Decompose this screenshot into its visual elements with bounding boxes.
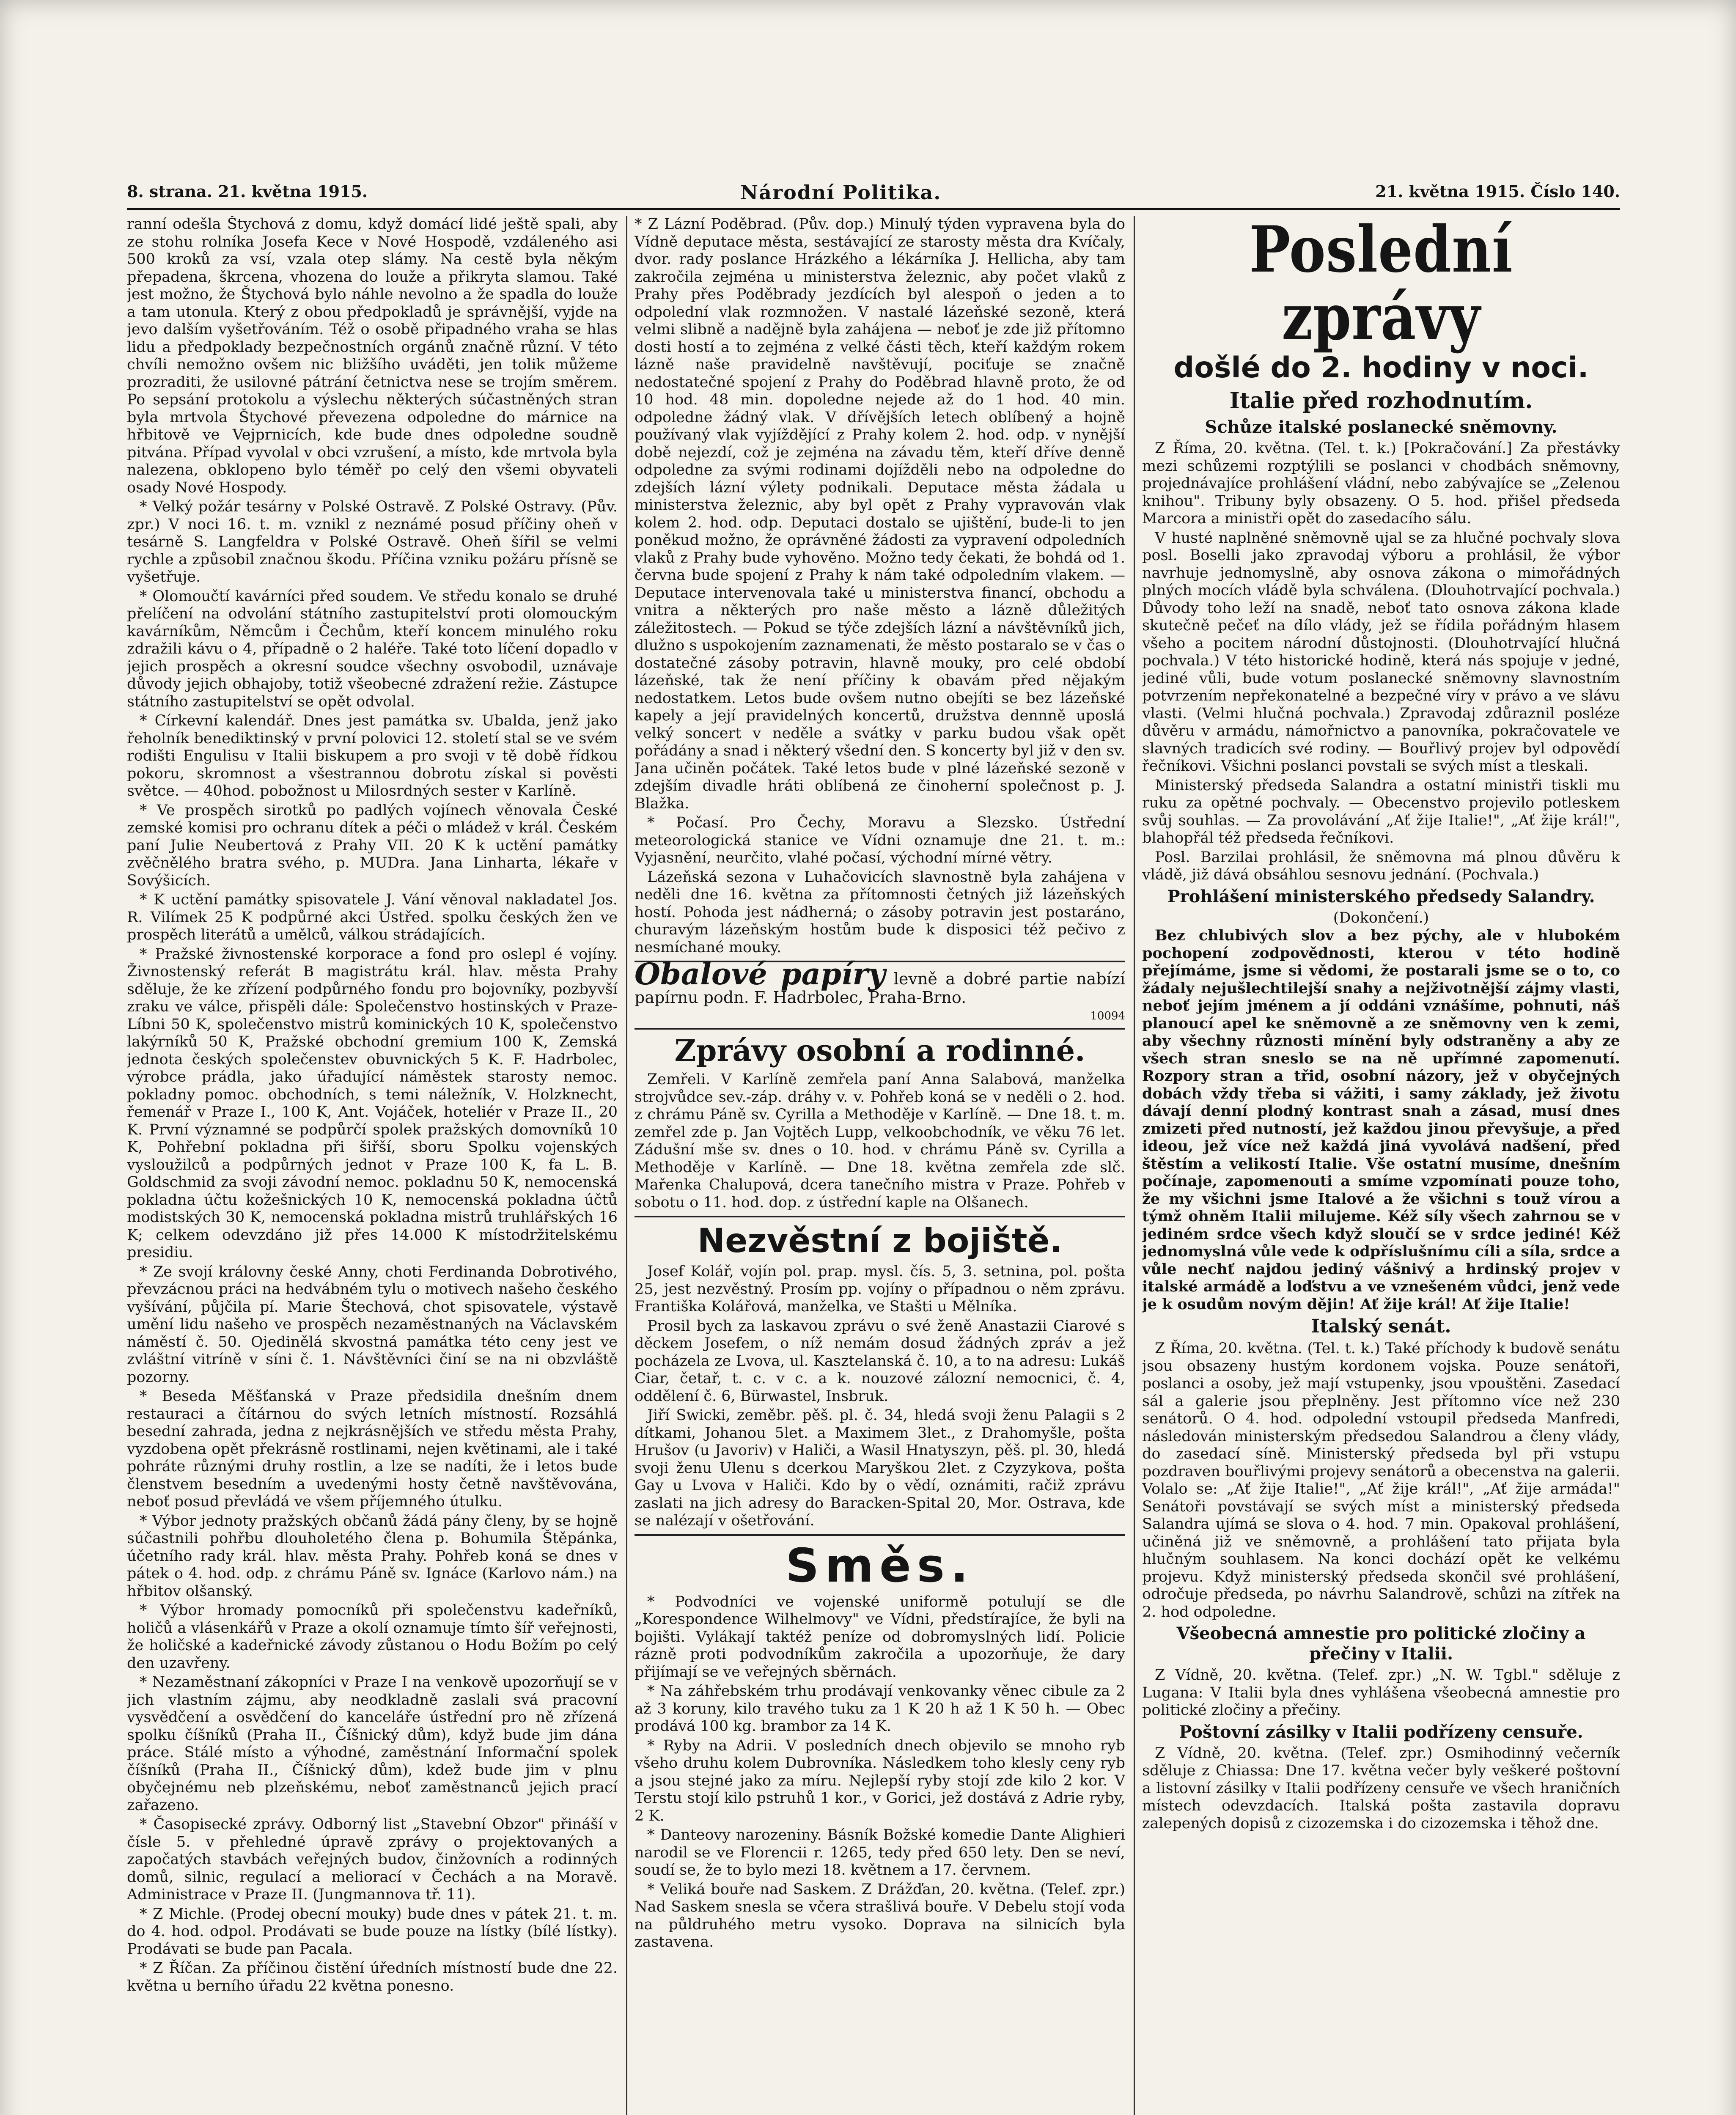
headline-chamber: Schůze italské poslanecké sněmovny. (1205, 417, 1557, 437)
article-paragraph: * Časopisecké zprávy. Odborný list „Stavební Obzor" přináší v čísle 5. v přehledné úpravě zprávy o projektovaných a započatých stavbách veřejných budov, činžovních a rodinných domů, silnic, regulací a meliorací v Čechách a na Moravě. Administrace v Praze II. (Jungmannova tř. 11). (127, 1816, 618, 1903)
article-paragraph: * Z Říčan. Za příčinou čistění úředních místností bude dne 22. května u berního úřadu 22 května ponesno. (127, 1960, 618, 1994)
article-paragraph: Bez chlubivých slov a bez pýchy, ale v hlubokém pochopení zodpovědnosti, kterou v této hodině přejímáme, jsme si vědomi, že postarali jsme se o to, co žádaly nejušlechtilejší snahy a nejživotnější zájmy vlasti, neboť jejím jménem a jí oddáni vznášíme, pohnuti, náš planoucí apel ke sněmovně a ze sněmovny ven k zemi, aby všechny různosti mínění byly odstraněny a aby ze všech stran sneslo se na ně upřímné zapomenutí. Rozpory stran a třid, osobní názory, jež v obyčejných dobách vždy třeba si vážiti, i samy základy, jež životu dávají denní plodný kontrast snah a zásad, musí dnes zmizeti před nutností, jež každou jinou převyšuje, a před ideou, jež více než každá jiná vyvolává nadšení, před štěstím a velikostí Italie. Vše ostatní musíme, dnešním počínaje, zapomenouti a smíme vzpomínati pouze toho, že my všichni jsme Italové a že všichni s touž vírou a týmž ohněm Italii milujeme. Kéž síly všech zahrnou se v jediném srdce všech když sloučí se v srdce jediné! Kéž jednomyslná vůle vede k odpříslušnímu cíli a síla, srdce a vůle nechť najdou jediný vášnivý a hrdinský projev v italské armádě a loďstvu a ve vznešeném vůdci, jenž vede je k osudům novým dějin! Ať žije král! Ať žije Italie! (1142, 927, 1620, 1313)
article-paragraph: * Veliká bouře nad Saskem. Z Drážďan, 20. května. (Telef. zpr.) Nad Saskem snesla se včera strašlivá bouře. V Debelu stojí voda na půldruhého metru vysoko. Doprava na silnicích byla zastavena. (635, 1881, 1125, 1950)
article-paragraph: * Výbor jednoty pražských občanů žádá pány členy, by se hojně súčastnili pohřbu dlouholetého člena p. Bohumila Štěpánka, účetního rady král. hlav. města Prahy. Pohřeb koná se dnes v pátek o 4. hod. odp. z chrámu Páně sv. Ignáce (Karlovo nám.) na hřbitov olšanský. (127, 1512, 618, 1600)
latest-news-title: Poslední zprávy (1249, 216, 1513, 354)
column-3 (1142, 216, 1620, 2115)
section-title-missing: Nezvěstní z bojiště. (697, 1222, 1063, 1260)
article-paragraph: * Počasí. Pro Čechy, Moravu a Slezsko. Ústřední meteorologická stanice ve Vídni oznamuje dne 21. t. m.: Vyjasnění, neurčito, vlahé počasí, východní mírné větry. (635, 814, 1125, 866)
article-paragraph: * Výbor hromady pomocníků při společenstvu kadeřníků, holičů a vlásenkářů v Praze a okolí oznamuje tímto šíř veřejnosti, že holičské a kadeřnické závody zůstanou o Hodu Božím po celý den uzavřeny. (127, 1602, 618, 1672)
header-rule (127, 208, 1620, 210)
article-paragraph: * Z Lázní Poděbrad. (Pův. dop.) Minulý týden vypravena byla do Vídně deputace města, sestávající ze starosty města dra Kvíčaly, dvor. rady poslance Hrázkého a lékárníka J. Hellicha, aby tam zakročila zejména u ministerstva železnic, aby počet vlaků z Prahy přes Poděbrady jezdících byl alespoň o jeden a to odpolední vlak rozmnožen. V nastalé lázeňské sezoně, která velmi slibně a nadějně byla zahájena — neboť je zde již přítomno dosti hostí a to zejména z velké části těch, kteří každým rokem lázně naše pravidelně navštěvují, pociťuje se značně nedostatečné spojení z Prahy do Poděbrad hlavně proto, že od 10 hod. 48 min. dopoledne nejede až do 1 hod. 40 min. odpoledne žádný vlak. V dřívějších letech oblíbený a hojně používaný vlak vyjíždějící z Prahy kolem 2. hod. odp. v nynější době nejezdí, což je zejména na závadu těm, kteří dříve denně odpoledne za svými rodinami dojížděli nebo na odpoledne do zdejších lázní výlety podnikali. Deputace města žádala u ministerstva železnic, aby byl opět z Prahy vypravován vlak kolem 2. hod. odp. Deputaci dostalo se ujištění, bude-li to jen poněkud možno, že oprávněné žádosti za vypravení odpoledních vlaků z Prahy bude vyhověno. Možno tedy čekati, že bohdá od 1. června bude spojení z Prahy k nám také odpoledním vlakem. — Deputace intervenovala také u ministerstva financí, obchodu a vnitra a některých pro naše město a lázně důležitých záležitostech. — Pokud se týče zdejších lázní a návštěvníků jich, dlužno s uspokojením zaznamenati, že město postaralo se v čas o dostatečné zásoby potravin, hlavně mouky, pro celé období lázeňské, tak že není příčiny k obavám před nějakým nedostatkem. Letos bude ovšem nutno obejíti se bez lázeňské kapely a její pravidelných koncertů, družstva dennně uposlá velký soncert v neděle a svátky v parku budou však opět pořádány a snad i některý všední den. S koncerty byl již v den sv. Jana učiněn počátek. Také letos bude v plné lázeňské sezoně v zdejším divadle hráti oblíbená ze činoherní společnost p. J. Blažka. (635, 216, 1125, 812)
column-2 (635, 216, 1125, 2115)
article-paragraph: * Z Michle. (Prodej obecní mouky) bude dnes v pátek 21. t. m. do 4. hod. odpol. Prodávati se bude pouze na lístky (bílé lístky). Prodávati se bude pan Pacala. (127, 1905, 618, 1958)
masthead: Národní Politika. (740, 181, 942, 204)
article-paragraph: * K uctění památky spisovatele J. Vání věnoval nakladatel Jos. R. Vilímek 25 K podpůrné akci Ústřed. spolku českých žen ve prospěch literátů a umělců, válkou strádajících. (127, 891, 618, 943)
column-divider (1134, 216, 1135, 2115)
article-paragraph: * Ze svojí královny české Anny, choti Ferdinanda Dobrotivého, převzácnou práci na hedvábném tylu o motivech našeho českého vyšívání, půjčila pí. Marie Štechová, chot spisovatele, výstavě umění lidu našeho ve prospěch nezaměstnaných na Václavském náměstí č. 50. Ojedinělá skvostná památka této ceny jest ve zvláštní vitríně v síni č. 1. Návštěvníci činí se na ni obzvláště pozorny. (127, 1263, 618, 1386)
column-divider (626, 216, 627, 2115)
article-paragraph: ranní odešla Štychová z domu, když domácí lidé ještě spali, aby ze stohu rolníka Josefa Kece v Nové Hospodě, vzdáleného asi 500 kroků za vsí, vzala otep slámy. Na cestě byla někým přepadena, škrcena, vhozena do louže a přikryta slamou. Také jest možno, že Štychová bylo náhle nevolno a že spadla do louže a tam utonula. Který z obou předpokladů je správnější, vyjde na jevo dalším vyšetřováním. Též o osobě připadného vraha se hlas lidu a předpoklady bezpečnostních orgánů značně různí. V této chvíli nemožno ovšem nic bližšího uváděti, jen tolik můžeme prozraditi, že usilovné pátrání četnictva nese se trojím směrem. Po sepsání protokolu a výslechu některých súčastněných stran byla mrtvola Štychové převezena odpoledne do márnice na hřbitově ve Vejprnicích, kde bude dnes odpoledne soudně pitvána. Případ vyvolal v obci vzrušení, a místo, kde mrtvola byla nalezena, obklopeno bylo téměř po celý den všemi obyvateli osady Nové Hospody. (127, 216, 618, 496)
headline-amnesty: Všeobecná amnestie pro politické zločiny a přečiny v Italii. (1176, 1623, 1586, 1664)
article-paragraph: * Církevní kalendář. Dnes jest památka sv. Ubalda, jenž jako řeholník benediktinský v první polovici 12. století stal se ve svém rodišti Engulisu v Italii biskupem a pro svoji v tě době řídkou pokoru, skromnost a všestrannou dobrotu získal si pověsti světce. — 40hod. pobožnost u Milosrdných sester v Karlíně. (127, 712, 618, 799)
section-rule (635, 1216, 1125, 1217)
section-title-personal: Zprávy osobní a rodinné. (674, 1033, 1085, 1068)
header-page-date: 8. strana. 21. května 1915. (127, 182, 368, 201)
article-paragraph: Prosil bych za laskavou zprávu o své ženě Anastazii Ciarové s děckem Josefem, o níž nemám dosud žádných zpráv a jež pocházela ze Lvova, ul. Kasztelanská č. 10, a to na adresu: Lukáš Ciar, četař, t. c. v c. a k. nouzové zálozní nemocnici, č. 4, oddělení č. 6, Bürwastel, Insbruk. (635, 1317, 1125, 1405)
latest-news-subtitle: došlé do 2. hodiny v noci. (1173, 351, 1589, 385)
headline-salandra: Prohlášení ministerského předsedy Salandry. (1167, 886, 1595, 906)
article-paragraph: * Danteovy narozeniny. Básník Božské komedie Dante Alighieri narodil se ve Florencii r. 1265, tedy před 650 lety. Den se neví, soudí se, že to bylo mezi 18. květnem a 17. červnem. (635, 1827, 1125, 1879)
section-title-mixed: Směs. (786, 1538, 974, 1593)
article-paragraph: * Na záhřebském trhu prodávají venkovanky věnec cibule za 2 až 3 koruny, kilo travého tuku za 1 K 20 h až 1 K 50 h. — Obec prodává 100 kg. brambor za 14 K. (635, 1683, 1125, 1735)
ad-text: levně a dobré partie nabízí papírnu podn. F. Hadrbolec, Praha-Brno. (635, 970, 1125, 1007)
article-paragraph: Z Říma, 20. května. (Tel. t. k.) Také příchody k budově senátu jsou obsazeny hustým kordonem vojska. Pouze senátoři, poslanci a osoby, jež mají vstupenky, jsou vpouštěni. Zasedací sál a galerie jsou přeplněny. Jest přítomno více než 230 senátorů. O 4. hod. odpolední vstoupil předseda Manfredi, následován ministerským předsedou Salandrou a členy vlády, do zasedací síně. Ministerský předseda byl při vstupu pozdraven bouřlivými projevy senátorů a obecenstva na galerii. Volalo se: „Ať žije Italie!", „Ať žije král!", „Ať žije armáda!" Senátoři povstávají se svých míst a ministerský předseda Salandra ujímá se slova o 4. hod. 7 min. Opakoval prohlášení, učiněná již ve sněmovně, a prohlášení tato přijata byla hlučným souhlasem. Na konci dochází opět ke velkému projevu. Když ministerský předseda skončil své prohlášení, odročuje předseda, po návrhu Salandrově, schůzi na zítřek na 2. hod odpoledne. (1142, 1340, 1620, 1621)
article-paragraph: * Podvodníci ve vojenské uniformě potulují se dle „Korespondence Wilhelmovy" ve Vídni, předstírajíce, že byli na bojišti. Vylákají taktéž peníze od dobromyslných lidí. Policie rázně proti podvodníkům zakročila a upozorňuje, že dary přijímají se ve veřejných sběrnách. (635, 1593, 1125, 1681)
article-paragraph: Lázeňská sezona v Luhačovicích slavnostně byla zahájena v neděli dne 16. května za přítomnosti četných již lázeňských hostí. Pohoda jest nádherná; o zásoby potravin jest postaráno, churavým lázeňským hostům bude k disposici též pečivo z nesmíchané mouky. (635, 868, 1125, 956)
article-paragraph: * Velký požár tesárny v Polské Ostravě. Z Polské Ostravy. (Pův. zpr.) V noci 16. t. m. vznikl z neznámé posud příčiny oheň v tesárně S. Langfeldra v Polské Ostravě. Oheň šířil se velmi rychle a způsobil značnou škodu. Příčina vzniku požáru přísně se vyšetřuje. (127, 498, 618, 585)
advertisement (635, 956, 1125, 1030)
article-paragraph: V husté naplněné sněmovně ujal se za hlučné pochvaly slova posl. Boselli jako zpravodaj výboru a prohlásil, že výbor navrhuje jednomyslně, aby osnova zákona o mimořádných plných mocích vládě byla schválena. (Dlouhotrvající pochvala.) Důvody toho leží na snadě, neboť tato osnova zákona klade skutečně pečeť na dílo vlády, jež se řídila pořádným hlasem všeho a pocitem národní důstojnosti. (Dlouhotrvající hlučná pochvala.) V této historické hodině, která nás spojuje v jedné, jediné vůli, bude votum poslanecké sněmovny slavnostním potvrzením nepřekonatelné a bezpečné víry v právo a ve slávu vlasti. (Velmi hlučná pochvala.) Zpravodaj zdůraznil posléze důvěru v armádu, námořnictvo a panovníka, pokračovatele ve slavných tradicích své rodiny. — Bouřlivý projev byl odpovědí řečníkovi. Všichni poslanci povstali se svých míst a tleskali. (1142, 529, 1620, 775)
headline-italy: Italie před rozhodnutím. (1229, 388, 1533, 414)
headline-senate: Italský senát. (1311, 1316, 1451, 1337)
article-paragraph: Ministerský předseda Salandra a ostatní ministři tiskli mu ruku za opětné pochvaly. — Obecenstvo projevilo potleskem svůj souhlas. — Za provolávání „Ať žije Italie!", „Ať žije král!", blahopřál též předseda řečníkovi. (1142, 777, 1620, 846)
article-paragraph: * Ryby na Adrii. V posledních dnech objevilo se mnoho ryb všeho druhu kolem Dubrovníka. Následkem toho klesly ceny ryb a jsou stejné jako za míru. Nejlepší ryby stojí zde kilo 2 kor. V Terstu stojí kilo pstruhů 1 kor., v Gorici, jež dostává z Adrie ryby, 2 K. (635, 1737, 1125, 1824)
article-paragraph: * Beseda Měšťanská v Praze předsidila dnešním dnem restauraci a čítárnou do svých letních místností. Rozsáhlá besední zahrada, jedna z nejkrásnějších ve středu města Prahy, vyzdobena opět překrásně rostlinami, nejen květinami, ale i také pohráte různými druhy rostlin, a lze se nadíti, že i letos bude členstvem besedním a uvedenými hosty četně navštěvována, neboť posud převládá ve všem příjemného útulku. (127, 1388, 618, 1510)
article-paragraph: Jiří Swicki, zeměbr. pěš. pl. č. 34, hledá svoji ženu Palagii s 2 dítkami, Johanou 5let. a Maximem 3let., z Drahomyšle, pošta Hrušov (u Javoriv) v Haliči, a Wasil Hnatyszyn, pěš. pl. 30, hledá svoji ženu Ulenu s dcerkou Maryškou 2let. z Czyzykova, pošta Gay u Lvova v Haliči. Kdo by o vědí, oznámiti, račiž zprávu zaslati na jich adresy do Baracken-Spital 20, Mor. Ostrava, kde se nalézají v ošetřování. (635, 1407, 1125, 1529)
ad-logo: Obalové papíry (635, 956, 886, 992)
article-paragraph: Zemřeli. V Karlíně zemřela paní Anna Salabová, manželka strojvůdce sev.-záp. dráhy v. v. Pohřeb koná se v neděli o 2. hod. z chrámu Páně sv. Cyrilla a Methoděje v Karlíně. — Dne 18. t. m. zemřel zde p. Jan Vojtěch Lupp, velkoobchodník, ve věku 76 let. Zádušní mše sv. dnes o 10. hod. v chrámu Páně sv. Cyrilla a Methoděje v Karlíně. — Dne 18. května zemřela zde slč. Mařenka Chalupová, dcera tanečního mistra v Praze. Pohřeb v sobotu o 11. hod. dop. z ústřední kaple na Olšanech. (635, 1071, 1125, 1211)
article-paragraph: * Pražské živnostenské korporace a fond pro oslepl é vojíny. Živnostenský referát B magistrátu král. hlav. města Prahy sděluje, že ke zřízení podpůrného fondu pro bojovníky, pozbyvší zraku ve válce, přispěli dále: Společenstvo hostinských v Praze-Líbni 50 K, společenstvo mistrů kominických 10 K, společenstvo lakýrníků 50 K, Pražské obchodní gremium 100 K, Zemská jednota českých společenstev obuvnických 5 K. F. Hadrbolec, výrobce prádla, jako úřadující náměstek starosty nemoc. pokladny pomoc. obchodních, s temi náležník, V. Holzknecht, řemenář v Praze I., 100 K, Ant. Vojáček, hoteliér v Praze II., 20 K. První významné se podpůrčí spolek pražských domovníků 10 K, Pohřební pokladna při šiřší, sboru Spolku vojenských vysloužilců a podpůrných jednot v Praze 100 K, fa L. B. Goldschmid za svoji závodní nemoc. pokladnu 50 K, nemocenská pokladna účtu kožešnických 10 K, nemocenská pokladna účtů modistských 30 K, nemocenská pokladna mistrů truhlářských 16 K; celkem odevzdáno již přes 14.000 K místodržitelskému presidiu. (127, 945, 618, 1261)
section-rule (635, 1534, 1125, 1536)
headline-censorship: Poštovní zásilky v Italii podřízeny censuře. (1179, 1722, 1583, 1742)
article-paragraph: Z Říma, 20. května. (Tel. t. k.) [Pokračování.] Za přestávky mezi schůzemi rozptýlili se poslanci v chodbách sněmovny, projednávajíce prohlášení vládní, nebo zabývajíce se „Zelenou knihou". Tribuny byly obsazeny. O 5. hod. přišel předseda Marcora a ministři opět do zasedacího sálu. (1142, 440, 1620, 527)
column-1 (127, 216, 618, 2115)
article-paragraph: * Olomoučtí kavárníci před soudem. Ve středu konalo se druhé přelíčení na odvolání státního zastupitelství proti olomouckým kavárníkům, Němcům i Čechům, kteří koncem minulého roku zdražili kávu o 4, případně o 2 haléře. Také toto líčení dopadlo v jejich prospěch a okresní soudce všechny osvobodil, uznávaje důvody jejich obhajoby, totiž všeobecné zdražení režie. Zástupce státního zastupitelství se opět odvolal. (127, 588, 618, 710)
article-paragraph: Z Vídně, 20. května. (Telef. zpr.) Osmihodinný večerník sděluje z Chiassa: Dne 17. května večer byly veškeré poštovní a listovní zásilky v Italii podřízeny censuře ve všech hraničních místech odevzdacích. Italská pošta zastavila dopravu zalepených dopisů z cizozemska i do cizozemska i těhož dne. (1142, 1744, 1620, 1832)
article-paragraph: Josef Kolář, vojín pol. prap. mysl. čís. 5, 3. setnina, pol. pošta 25, jest nezvěstný. Prosím pp. vojíny o případnou o něm zprávu. Františka Kolářová, manželka, ve Stašti u Mělníka. (635, 1263, 1125, 1315)
article-paragraph: Z Vídně, 20. května. (Telef. zpr.) „N. W. Tgbl." sděluje z Lugana: V Italii byla dnes vyhlášena všeobecná amnestie pro politické zločiny a přečiny. (1142, 1667, 1620, 1719)
newspaper-page (127, 178, 1620, 2115)
header-date-issue: 21. května 1915. Číslo 140. (1375, 182, 1620, 201)
headline-continuation: (Dokončení.) (1333, 909, 1429, 926)
article-paragraph: * Nezaměstnaní zákopníci v Praze I na venkově upozorňují se v jich vlastním zájmu, aby neodkladně zaslali svá pracovní vysvědčení a osvědčení do kanceláře ústřední pro ně zřízená spolku číšníků (Praha II., Číšnický dům), když bude jim dána práce. Stálé místo a výhodné, zaměstnání Informační spolek číšníků (Praha II., Číšnický dům), kdež bude jim v plnu obyčejnému neb plzeňskému, neboť zaměstnanců jejich prací zařazeno. (127, 1674, 618, 1814)
page-header (127, 178, 1620, 207)
article-paragraph: * Ve prospěch sirotků po padlých vojínech věnovala České zemské komisi pro ochranu dítek a péči o mládež v král. Českém paní Julie Neubertová z Prahy VII. 20 K k uctění památky zvěčnělého bratra svého, p. MUDra. Jana Linharta, lékaře v Sovýšicích. (127, 802, 618, 889)
ad-code: 10094 (1090, 1010, 1125, 1022)
article-paragraph: Posl. Barzilai prohlásil, že sněmovna má plnou důvěru k vládě, již dává obsáhlou sesnovu jednání. (Pochvala.) (1142, 849, 1620, 883)
